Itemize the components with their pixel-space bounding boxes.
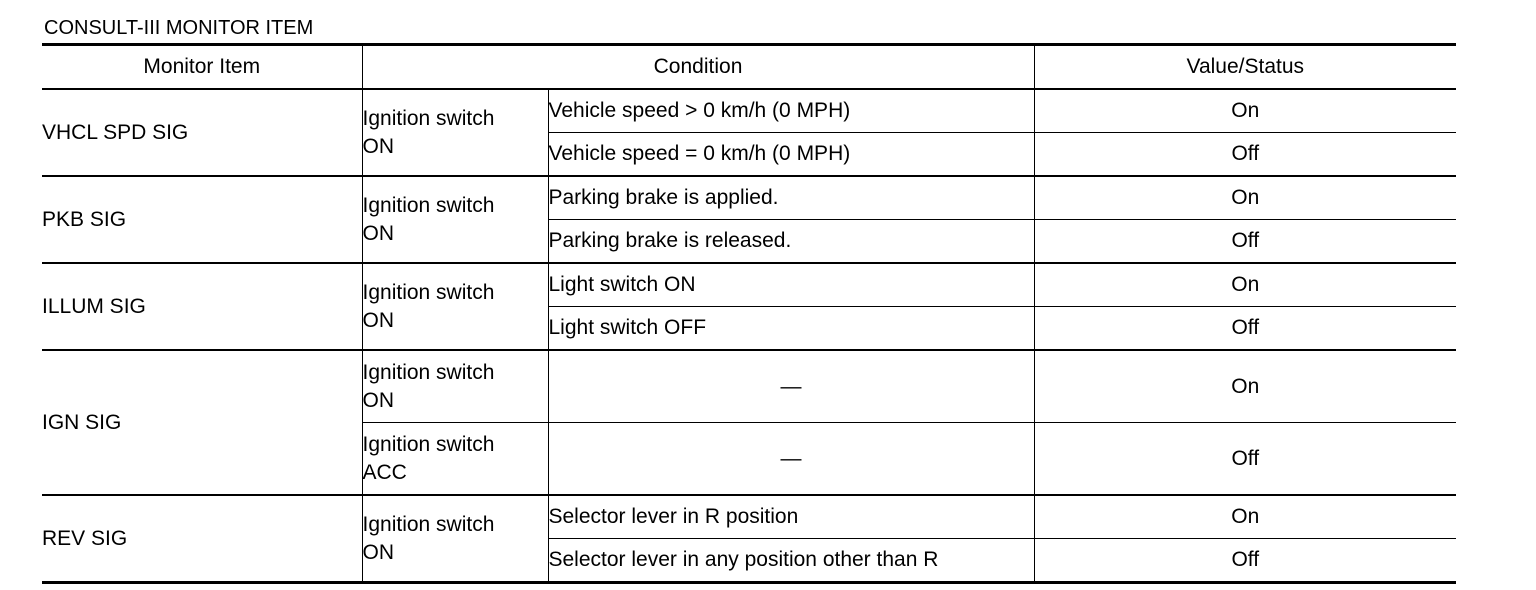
column-header-monitor-item: Monitor Item bbox=[42, 45, 362, 90]
table-row bbox=[42, 495, 1456, 539]
value-status-cell: Off bbox=[1034, 220, 1456, 264]
value-status-cell: Off bbox=[1034, 539, 1456, 583]
monitor-item-cell: IGN SIG bbox=[42, 350, 362, 495]
value-status-cell: On bbox=[1034, 176, 1456, 220]
column-header-condition: Condition bbox=[362, 45, 1034, 90]
table-row bbox=[42, 263, 1456, 307]
condition-cell: Ignition switch ON bbox=[362, 495, 548, 583]
table-header-row bbox=[42, 45, 1456, 90]
condition-detail-cell: Vehicle speed = 0 km/h (0 MPH) bbox=[548, 133, 1034, 177]
condition-detail-cell: Light switch ON bbox=[548, 263, 1034, 307]
value-status-cell: On bbox=[1034, 263, 1456, 307]
value-status-cell: Off bbox=[1034, 133, 1456, 177]
column-header-value-status: Value/Status bbox=[1034, 45, 1456, 90]
condition-detail-cell: Selector lever in R position bbox=[548, 495, 1034, 539]
monitor-item-cell: PKB SIG bbox=[42, 176, 362, 263]
value-status-cell: On bbox=[1034, 495, 1456, 539]
monitor-item-cell: ILLUM SIG bbox=[42, 263, 362, 350]
document-heading: CONSULT-III MONITOR ITEM bbox=[44, 17, 314, 39]
monitor-item-cell: REV SIG bbox=[42, 495, 362, 583]
condition-detail-cell: Vehicle speed > 0 km/h (0 MPH) bbox=[548, 89, 1034, 133]
value-status-cell: Off bbox=[1034, 307, 1456, 351]
condition-cell: Ignition switch ON bbox=[362, 176, 548, 263]
value-status-cell: On bbox=[1034, 89, 1456, 133]
condition-cell: Ignition switch ON bbox=[362, 350, 548, 423]
condition-cell: Ignition switch ON bbox=[362, 89, 548, 176]
condition-detail-cell: Parking brake is applied. bbox=[548, 176, 1034, 220]
condition-detail-cell: Selector lever in any position other than R bbox=[548, 539, 1034, 583]
condition-detail-cell: — bbox=[548, 350, 1034, 423]
value-status-cell: Off bbox=[1034, 423, 1456, 496]
monitor-item-table bbox=[42, 43, 1456, 584]
value-status-cell: On bbox=[1034, 350, 1456, 423]
table-row bbox=[42, 350, 1456, 423]
monitor-item-cell: VHCL SPD SIG bbox=[42, 89, 362, 176]
condition-detail-cell: Parking brake is released. bbox=[548, 220, 1034, 264]
table-row bbox=[42, 176, 1456, 220]
condition-detail-cell: Light switch OFF bbox=[548, 307, 1034, 351]
condition-cell: Ignition switch ACC bbox=[362, 423, 548, 496]
condition-detail-cell: — bbox=[548, 423, 1034, 496]
condition-cell: Ignition switch ON bbox=[362, 263, 548, 350]
table-row bbox=[42, 89, 1456, 133]
